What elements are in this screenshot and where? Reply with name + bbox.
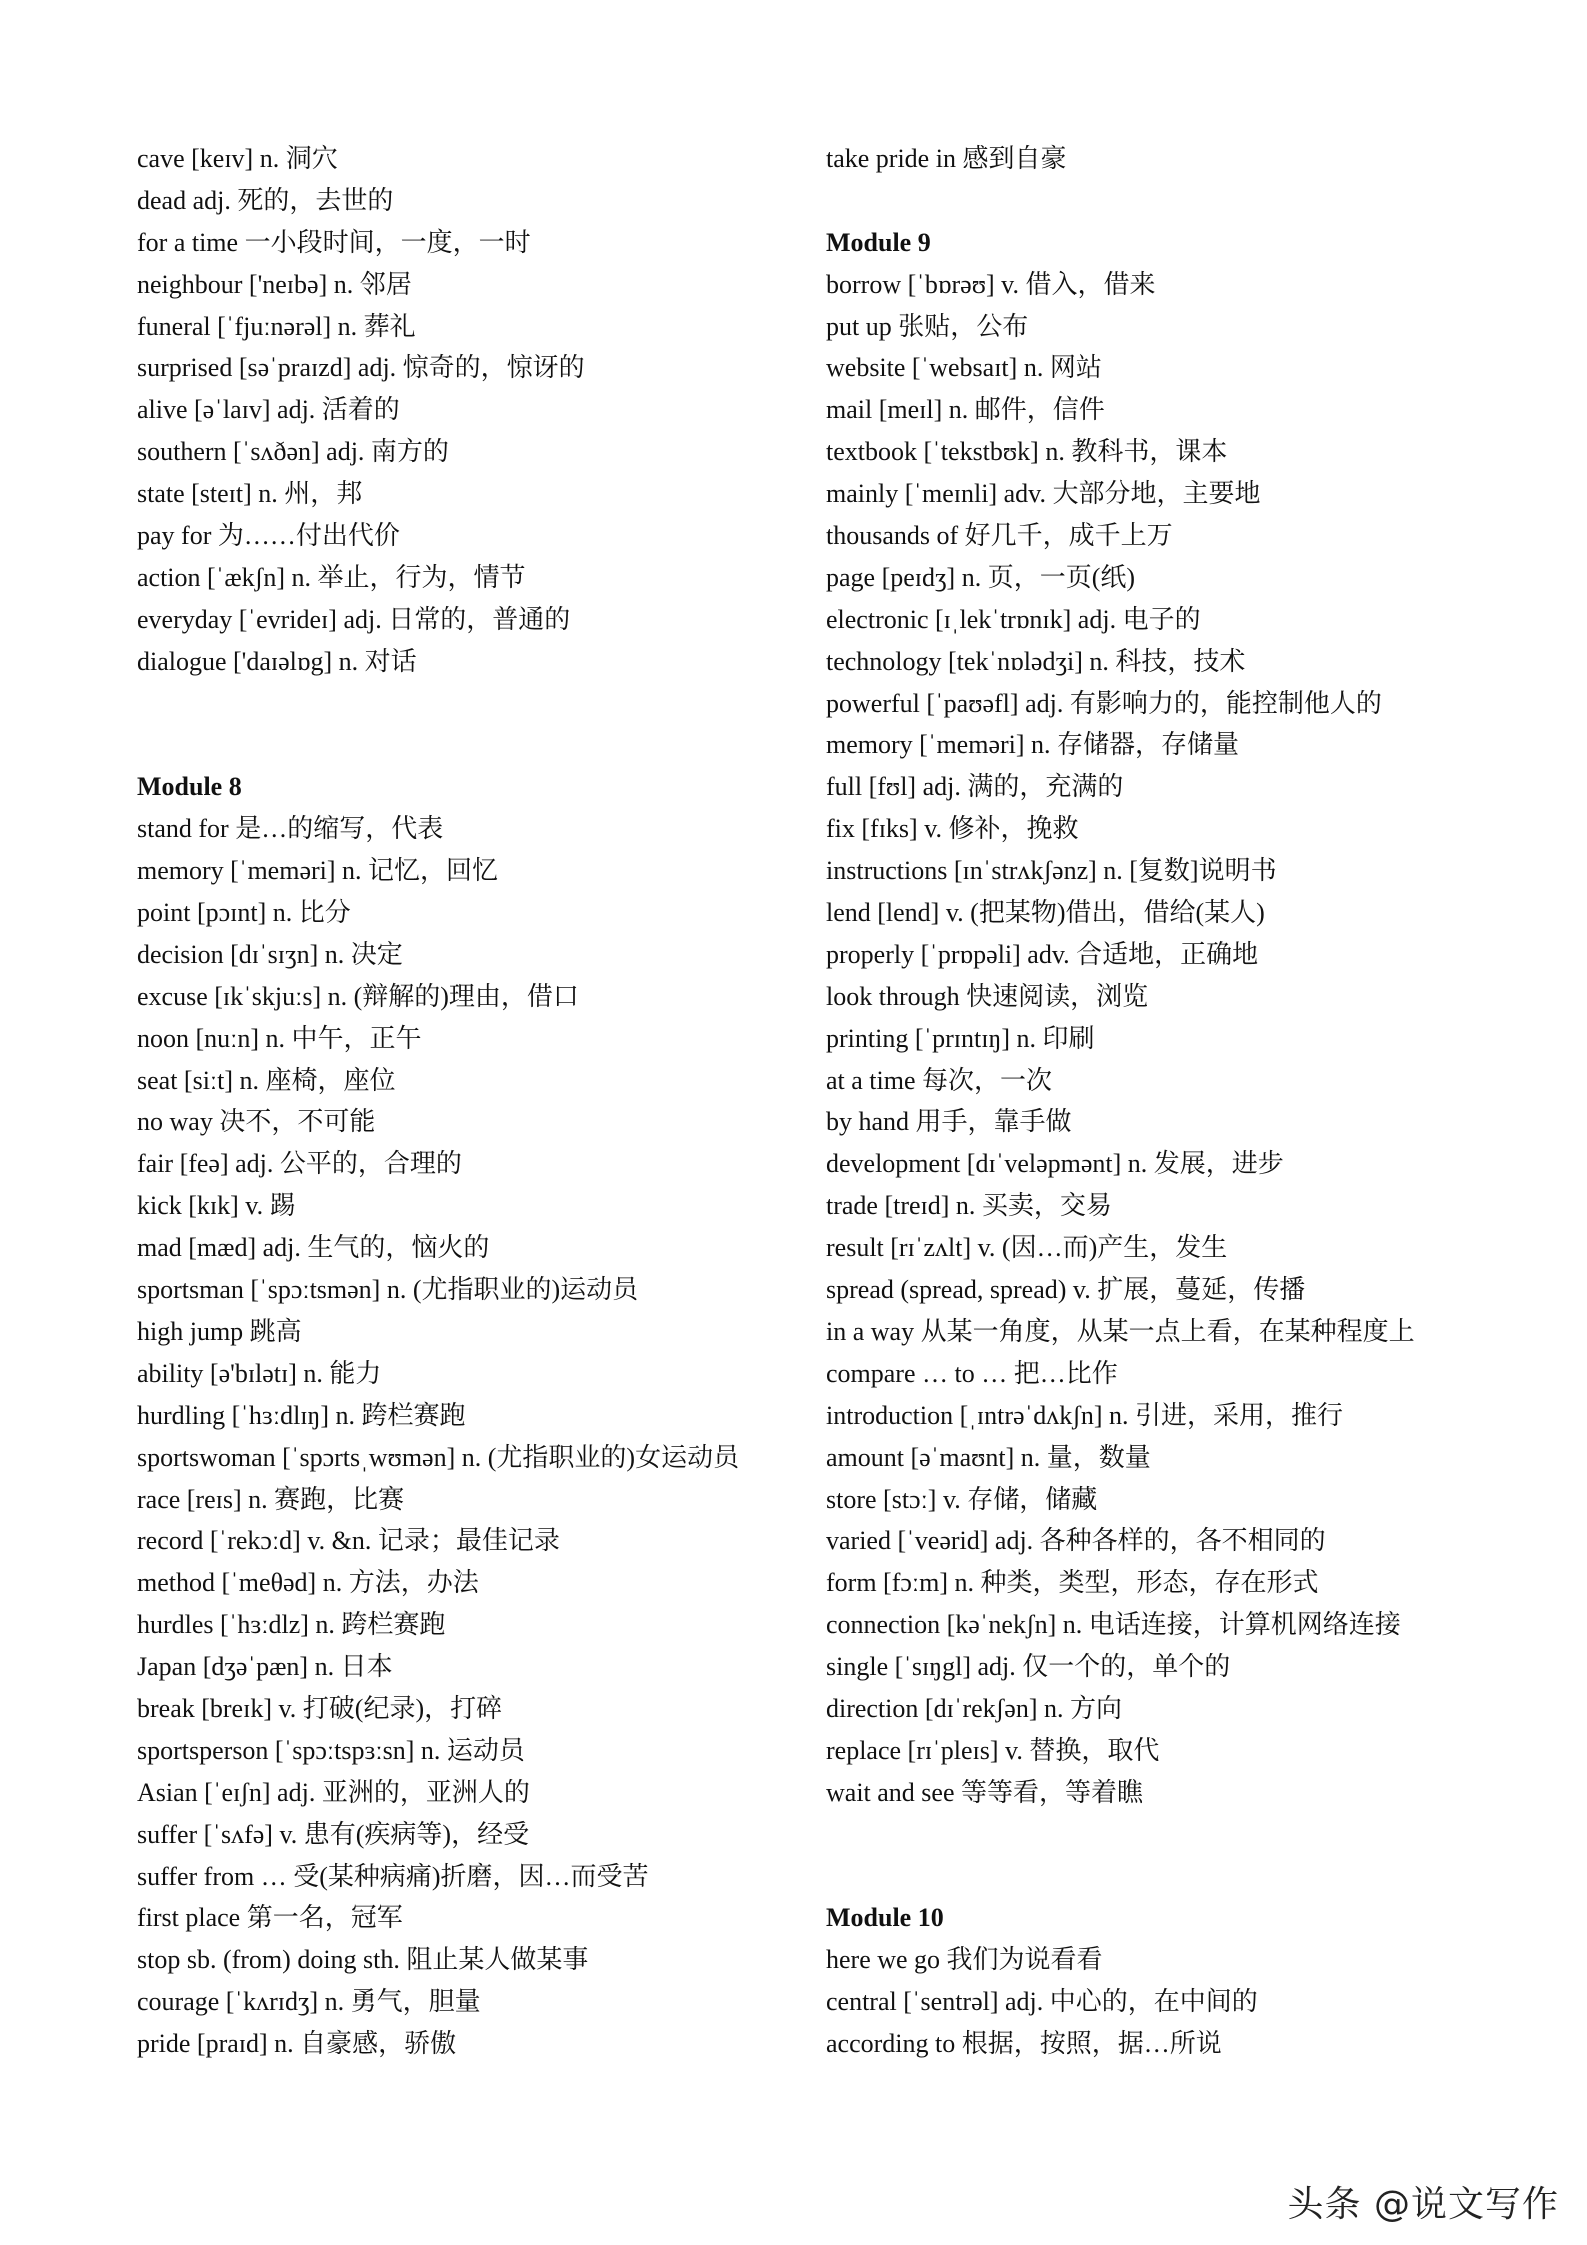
- module-8-heading: Module 8: [137, 772, 242, 802]
- vocab-entry: spread (spread, spread) v. 扩展，蔓延，传播: [826, 1275, 1306, 1305]
- spacer: [826, 1814, 1486, 1856]
- vocab-entry: kick [kɪk] v. 踢: [137, 1191, 296, 1221]
- vocab-entry: courage [ˈkʌrɪdʒ] n. 勇气，胆量: [137, 1987, 481, 2017]
- vocab-entry: dead adj. 死的，去世的: [137, 185, 394, 215]
- spacer: [137, 683, 797, 725]
- module-9-heading: Module 9: [826, 227, 931, 257]
- vocab-entry: central [ˈsentrəl] adj. 中心的，在中间的: [826, 1987, 1258, 2017]
- spacer: [826, 1856, 1486, 1898]
- vocab-entry: hurdling [ˈhɜːdlɪŋ] n. 跨栏赛跑: [137, 1400, 466, 1430]
- vocab-entry: sportswoman [ˈspɔrtsˌwʊmən] n. (尤指职业的)女运动员: [137, 1442, 740, 1472]
- vocab-entry: here we go 我们为说看看: [826, 1945, 1103, 1975]
- vocab-entry: sportsman [ˈspɔːtsmən] n. (尤指职业的)运动员: [137, 1275, 639, 1305]
- vocab-entry: store [stɔː] v. 存储，储藏: [826, 1484, 1098, 1514]
- vocab-list-module7-end: [137, 138, 797, 683]
- vocab-entry: race [reɪs] n. 赛跑，比赛: [137, 1484, 405, 1514]
- right-column: [826, 138, 1486, 2065]
- vocab-entry: method [ˈmeθəd] n. 方法，办法: [137, 1568, 479, 1598]
- vocab-entry: sportsperson [ˈspɔːtspɜːsn] n. 运动员: [137, 1735, 525, 1765]
- vocab-entry: surprised [səˈpraɪzd] adj. 惊奇的，惊讶的: [137, 353, 585, 383]
- vocab-entry: break [breɪk] v. 打破(纪录)，打碎: [137, 1693, 503, 1723]
- vocab-entry: cave [keɪv] n. 洞穴: [137, 144, 338, 173]
- vocab-entry: memory [ˈmeməri] n. 记忆，回忆: [137, 856, 499, 886]
- module-10-heading: Module 10: [826, 1903, 944, 1933]
- vocab-entry: mad [mæd] adj. 生气的，恼火的: [137, 1233, 490, 1263]
- vocab-entry: Asian [ˈeɪʃn] adj. 亚洲的，亚洲人的: [137, 1777, 530, 1807]
- vocab-list-module10: [826, 1939, 1486, 2065]
- vocab-entry: development [dɪˈveləpmənt] n. 发展，进步: [826, 1149, 1284, 1179]
- vocab-entry: form [fɔːm] n. 种类，类型，形态，存在形式: [826, 1568, 1319, 1598]
- vocab-entry: at a time 每次，一次: [826, 1065, 1053, 1095]
- vocab-entry: look through 快速阅读，浏览: [826, 981, 1149, 1011]
- vocab-entry: printing [ˈprɪntɪŋ] n. 印刷: [826, 1023, 1095, 1053]
- vocab-entry: borrow [ˈbɒrəʊ] v. 借入，借来: [826, 269, 1156, 299]
- vocab-entry: replace [rɪˈpleɪs] v. 替换，取代: [826, 1735, 1160, 1765]
- vocab-entry: trade [treɪd] n. 买卖，交易: [826, 1191, 1112, 1221]
- vocab-entry: lend [lend] v. (把某物)借出，借给(某人): [826, 898, 1265, 928]
- vocab-entry: single [ˈsɪŋgl] adj. 仅一个的，单个的: [826, 1652, 1231, 1682]
- vocab-entry: memory [ˈmeməri] n. 存储器，存储量: [826, 730, 1240, 760]
- spacer: [826, 180, 1486, 222]
- vocab-entry: powerful [ˈpaʊəfl] adj. 有影响力的，能控制他人的: [826, 688, 1382, 718]
- vocab-entry: first place 第一名，冠军: [137, 1903, 403, 1933]
- vocab-list-module9: [826, 264, 1486, 1814]
- vocab-entry: ability [ə'bɪlətɪ] n. 能力: [137, 1358, 382, 1388]
- vocab-entry: result [rɪˈzʌlt] v. (因…而)产生，发生: [826, 1233, 1228, 1263]
- vocab-entry: high jump 跳高: [137, 1316, 302, 1346]
- vocab-entry: take pride in 感到自豪: [826, 144, 1067, 173]
- vocab-entry: seat [siːt] n. 座椅，座位: [137, 1065, 396, 1095]
- vocab-entry: mail [meɪl] n. 邮件，信件: [826, 395, 1105, 425]
- vocab-entry: introduction [ˌɪntrəˈdʌkʃn] n. 引进，采用，推行: [826, 1400, 1344, 1430]
- vocab-entry: direction [dɪˈrekʃən] n. 方向: [826, 1693, 1123, 1723]
- vocab-entry: connection [kəˈnekʃn] n. 电话连接，计算机网络连接: [826, 1610, 1401, 1640]
- vocab-entry: in a way 从某一角度，从某一点上看，在某种程度上: [826, 1316, 1415, 1346]
- vocab-entry: decision [dɪˈsɪʒn] n. 决定: [137, 939, 403, 969]
- vocab-entry: amount [əˈmaʊnt] n. 量，数量: [826, 1442, 1151, 1472]
- vocab-entry: funeral [ˈfjuːnərəl] n. 葬礼: [137, 311, 416, 341]
- vocab-entry: Japan [dʒəˈpæn] n. 日本: [137, 1652, 393, 1682]
- vocab-list-module8-end: [826, 138, 1486, 180]
- spacer: [137, 724, 797, 766]
- vocab-entry: wait and see 等等看，等着瞧: [826, 1777, 1144, 1807]
- vocab-entry: point [pɔɪnt] n. 比分: [137, 898, 351, 928]
- vocab-entry: put up 张贴，公布: [826, 311, 1029, 341]
- vocab-entry: properly [ˈprɒpəli] adv. 合适地，正确地: [826, 939, 1259, 969]
- vocab-entry: electronic [ɪˌlekˈtrɒnɪk] adj. 电子的: [826, 604, 1201, 634]
- vocab-entry: suffer from … 受(某种病痛)折磨，因…而受苦: [137, 1861, 649, 1891]
- vocab-entry: textbook [ˈtekstbʊk] n. 教科书，课本: [826, 437, 1228, 467]
- vocab-entry: state [steɪt] n. 州，邦: [137, 479, 363, 509]
- vocab-entry: compare … to … 把…比作: [826, 1358, 1118, 1388]
- vocab-entry: mainly [ˈmeɪnli] adv. 大部分地，主要地: [826, 479, 1261, 509]
- left-column: [137, 138, 797, 2065]
- watermark: 头条 @说文写作: [1287, 2184, 1559, 2225]
- vocab-entry: website [ˈwebsaɪt] n. 网站: [826, 353, 1102, 383]
- vocab-entry: by hand 用手，靠手做: [826, 1107, 1072, 1137]
- vocab-entry: full [fʊl] adj. 满的，充满的: [826, 772, 1124, 802]
- vocab-entry: no way 决不，不可能: [137, 1107, 376, 1137]
- vocab-entry: southern [ˈsʌðən] adj. 南方的: [137, 437, 449, 467]
- vocab-entry: thousands of 好几千，成千上万: [826, 521, 1173, 551]
- vocab-entry: fix [fɪks] v. 修补，挽救: [826, 814, 1079, 844]
- vocab-entry: instructions [ɪnˈstrʌkʃənz] n. [复数]说明书: [826, 856, 1277, 886]
- vocab-entry: technology [tekˈnɒlədʒi] n. 科技，技术: [826, 646, 1246, 676]
- vocab-entry: hurdles [ˈhɜːdlz] n. 跨栏赛跑: [137, 1610, 446, 1640]
- vocab-entry: page [peɪdʒ] n. 页，一页(纸): [826, 562, 1136, 592]
- vocab-entry: for a time 一小段时间，一度，一时: [137, 227, 531, 257]
- vocab-entry: varied [ˈveərid] adj. 各种各样的，各不相同的: [826, 1526, 1326, 1556]
- vocab-entry: alive [əˈlaɪv] adj. 活着的: [137, 395, 400, 425]
- vocab-entry: dialogue ['daɪəlɒg] n. 对话: [137, 646, 417, 676]
- vocab-list-module8: [137, 808, 797, 2065]
- vocab-entry: everyday [ˈevrideɪ] adj. 日常的，普通的: [137, 604, 571, 634]
- vocab-entry: pride [praɪd] n. 自豪感，骄傲: [137, 2029, 457, 2059]
- vocab-entry: fair [feə] adj. 公平的，合理的: [137, 1149, 462, 1179]
- vocab-entry: pay for 为……付出代价: [137, 521, 400, 551]
- vocab-entry: suffer [ˈsʌfə] v. 患有(疾病等)，经受: [137, 1819, 530, 1849]
- vocab-entry: stand for 是…的缩写，代表: [137, 814, 444, 844]
- vocab-entry: according to 根据，按照，据…所说: [826, 2029, 1222, 2059]
- vocab-entry: stop sb. (from) doing sth. 阻止某人做某事: [137, 1945, 589, 1975]
- vocab-entry: action [ˈækʃn] n. 举止，行为，情节: [137, 562, 526, 592]
- vocab-entry: excuse [ɪkˈskjuːs] n. (辩解的)理由，借口: [137, 981, 579, 1011]
- vocab-entry: record [ˈrekɔːd] v. &n. 记录；最佳记录: [137, 1526, 560, 1556]
- vocab-entry: neighbour ['neɪbə] n. 邻居: [137, 269, 412, 299]
- vocab-entry: noon [nuːn] n. 中午，正午: [137, 1023, 422, 1053]
